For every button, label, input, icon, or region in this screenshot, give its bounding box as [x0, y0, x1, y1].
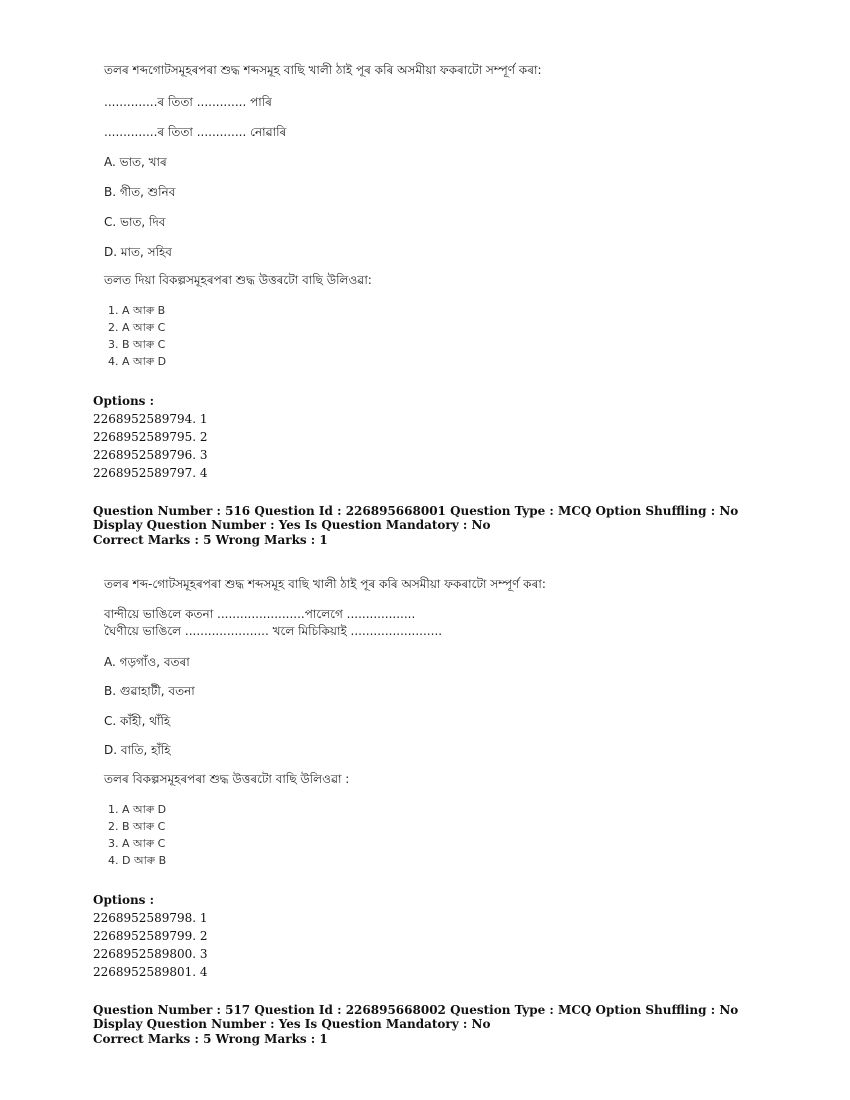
option-item: 2268952589795. 2 [93, 430, 208, 444]
option-item: 2268952589796. 3 [93, 448, 208, 462]
question-marks: Correct Marks : 5 Wrong Marks : 1 [93, 533, 328, 547]
question-meta: Question Number : 517 Question Id : 226895668002 Question Type : MCQ Option Shuffling : No Display Question Number : Yes Is Question Mandatory : No [93, 1003, 739, 1031]
list-item: 1. A আৰু B [108, 304, 166, 317]
options-heading: Options : [93, 893, 155, 907]
fill-blank-line: ..............ৰ তিতা ............. নোৱাৰি [104, 125, 287, 139]
choice-c: C. ভাত, দিব [104, 215, 166, 229]
list-item: 4. D আৰু B [108, 854, 167, 867]
option-item: 2268952589801. 4 [93, 965, 208, 979]
list-item: 3. A আৰু C [108, 837, 166, 850]
list-item: 4. A আৰু D [108, 355, 167, 368]
list-item: 2. B আৰু C [108, 820, 166, 833]
option-item: 2268952589798. 1 [93, 911, 208, 925]
select-prompt: তলত দিয়া বিকল্পসমূহৰপৰা শুদ্ধ উত্তৰটো বাছি উলিওৱা: [104, 273, 372, 287]
list-item: 2. A আৰু C [108, 321, 166, 334]
choice-a: A. ভাত, খাৰ [104, 155, 167, 169]
choice-b: B. গুৱাহাটী, বতনা [104, 684, 195, 698]
fill-blank-line: ..............ৰ তিতা ............. পাৰি [104, 95, 272, 109]
fill-blank-line: বান্দীয়ে ভাঙিলে কতনা .......................পালেগে .................. [104, 607, 416, 621]
choice-b: B. গীত, শুনিব [104, 185, 176, 199]
answer-combination-list [108, 302, 166, 370]
choice-d: D. বাতি, হাঁহি [104, 743, 171, 757]
option-item: 2268952589800. 3 [93, 947, 208, 961]
question-instruction: তলৰ শব্দগোটসমূহৰপৰা শুদ্ধ শব্দসমূহ বাছি খালী ঠাই পূৰ কৰি অসমীয়া ফকৰাটো সম্পূৰ্ণ কৰা: [104, 63, 542, 77]
options-list [93, 909, 208, 981]
choice-d: D. মাত, সহিব [104, 245, 172, 259]
choice-c: C. কাঁহী, থাঁহি [104, 714, 171, 728]
answer-combination-list [108, 801, 166, 869]
list-item: 1. A আৰু D [108, 803, 167, 816]
list-item: 3. B আৰু C [108, 338, 166, 351]
question-instruction: তলৰ শব্দ-গোটসমূহৰপৰা শুদ্ধ শব্দসমূহ বাছি খালী ঠাই পূৰ কৰি অসমীয়া ফকৰাটো সম্পূৰ্ণ কৰা: [104, 577, 546, 591]
options-heading: Options : [93, 394, 155, 408]
option-item: 2268952589797. 4 [93, 466, 208, 480]
question-marks: Correct Marks : 5 Wrong Marks : 1 [93, 1032, 328, 1046]
options-list [93, 410, 208, 482]
choice-a: A. গড়গাঁও, বতৰা [104, 655, 190, 669]
fill-blank-line: ঘৈণীয়ে ভাঙিলে ...................... খলে মিচিকিয়াই ........................ [104, 624, 443, 638]
option-item: 2268952589794. 1 [93, 412, 208, 426]
option-item: 2268952589799. 2 [93, 929, 208, 943]
select-prompt: তলৰ বিকল্পসমূহৰপৰা শুদ্ধ উত্তৰটো বাছি উলিওৱা : [104, 772, 350, 786]
question-meta: Question Number : 516 Question Id : 226895668001 Question Type : MCQ Option Shuffling : No Display Question Number : Yes Is Question Mandatory : No [93, 504, 739, 532]
